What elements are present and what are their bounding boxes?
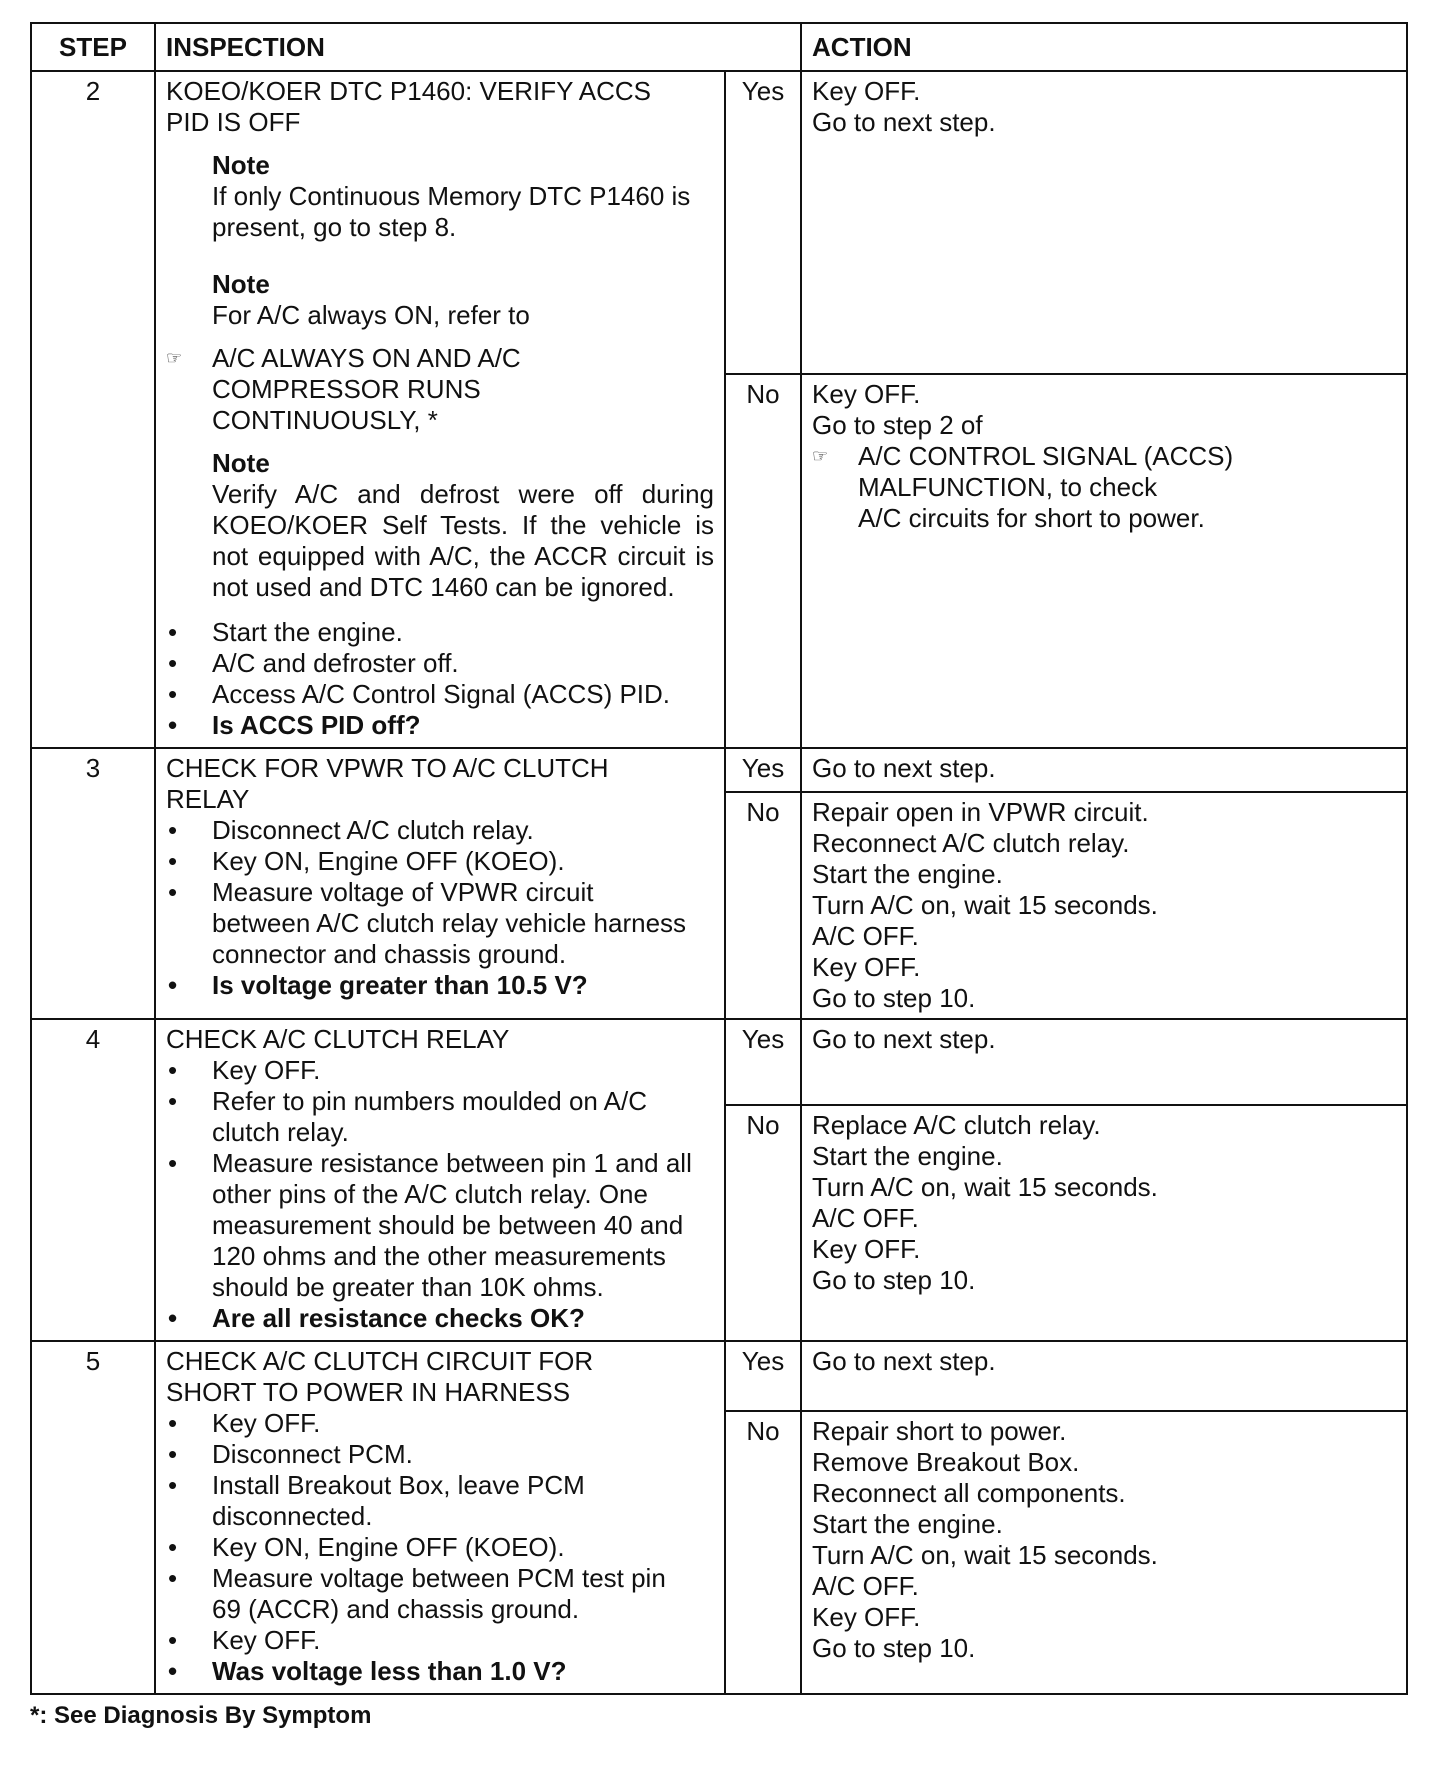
note-text: For A/C always ON, refer to (212, 300, 530, 330)
action-line: Repair short to power. (812, 1416, 1067, 1446)
action-line: Key OFF. (812, 952, 921, 982)
yes-action (801, 1341, 1407, 1411)
bullet-item: • Measure voltage of VPWR circuit between A/C clutch relay vehicle harness connector and chassis ground. (168, 877, 687, 969)
bullet-list (166, 617, 714, 741)
pointing-hand-icon: ☞ (812, 446, 829, 466)
action-line: Key OFF. (812, 76, 921, 106)
bullet-item: • Install Breakout Box, leave PCM disconnected. (168, 1470, 585, 1531)
bullet-item: • Key ON, Engine OFF (KOEO). (168, 846, 565, 876)
action-line: Start the engine. (812, 1141, 1003, 1171)
bullet-item: • A/C and defroster off. (168, 648, 459, 678)
yes-label: Yes (725, 71, 801, 374)
action-line: Reconnect all components. (812, 1478, 1126, 1508)
yes-label: Yes (725, 1019, 801, 1105)
action-line: A/C OFF. (812, 921, 919, 951)
step-5-inspection (155, 1341, 725, 1694)
note-title: Note (212, 448, 270, 478)
bullet-question: • Are all resistance checks OK? (168, 1303, 585, 1333)
yes-label: Yes (725, 1341, 801, 1411)
note-text: If only Continuous Memory DTC P1460 is (212, 181, 691, 211)
no-action (801, 1411, 1407, 1694)
bullet-list (166, 815, 714, 1001)
step-title: RELAY (166, 784, 250, 814)
bullet-item: • Disconnect PCM. (168, 1439, 413, 1469)
action-line: Start the engine. (812, 1509, 1003, 1539)
action-line: A/C OFF. (812, 1203, 919, 1233)
action-line: Reconnect A/C clutch relay. (812, 828, 1130, 858)
reference-text: COMPRESSOR RUNS (212, 374, 481, 404)
reference-text: A/C circuits for short to power. (858, 503, 1205, 533)
bullet-item: • Measure voltage between PCM test pin 69 (ACCR) and chassis ground. (168, 1563, 666, 1624)
action-line: A/C OFF. (812, 1571, 919, 1601)
diagnostic-document (30, 22, 1406, 1731)
no-action (801, 1105, 1407, 1341)
step-number: 3 (31, 748, 155, 1019)
no-action (801, 792, 1407, 1019)
step-3-inspection (155, 748, 725, 1019)
action-line: Repair open in VPWR circuit. (812, 797, 1149, 827)
no-label: No (725, 1105, 801, 1341)
action-line: Key OFF. (812, 1602, 921, 1632)
bullet-item: • Refer to pin numbers moulded on A/C clutch relay. (168, 1086, 648, 1147)
note-text: present, go to step 8. (212, 212, 457, 242)
action-line: Turn A/C on, wait 15 seconds. (812, 1172, 1158, 1202)
bullet-item: • Start the engine. (168, 617, 403, 647)
header-step: STEP (31, 23, 155, 71)
step-title: PID IS OFF (166, 107, 301, 137)
yes-label: Yes (725, 748, 801, 792)
reference-text: CONTINUOUSLY, * (212, 405, 438, 435)
action-line: Go to step 10. (812, 1633, 976, 1663)
action-line: Remove Breakout Box. (812, 1447, 1080, 1477)
footnote: *: See Diagnosis By Symptom (30, 1702, 372, 1729)
action-line: Go to next step. (812, 107, 996, 137)
step-number: 2 (31, 71, 155, 748)
pointing-hand-icon: ☞ (166, 348, 183, 368)
action-line: Go to next step. (812, 1346, 996, 1376)
step-4-yes-row (31, 1019, 1407, 1105)
bullet-item: • Key ON, Engine OFF (KOEO). (168, 1532, 565, 1562)
step-2-inspection (155, 71, 725, 748)
step-number: 4 (31, 1019, 155, 1341)
bullet-item: • Key OFF. (168, 1408, 321, 1438)
header-action: ACTION (801, 23, 1407, 71)
action-line: Key OFF. (812, 379, 921, 409)
reference-link[interactable] (166, 343, 714, 436)
note (212, 150, 714, 243)
action-line: Turn A/C on, wait 15 seconds. (812, 890, 1158, 920)
bullet-item: • Measure resistance between pin 1 and all other pins of the A/C clutch relay. One measurement should be between 40 and 120 ohms and the other measurements should be greater than 10K ohms. (168, 1148, 692, 1302)
note-title: Note (212, 150, 270, 180)
no-label: No (725, 792, 801, 1019)
action-line: Go to step 2 of (812, 410, 983, 440)
note-text: Verify A/C and defrost were off during KOEO/KOER Self Tests. If the vehicle is not equipped with A/C, the ACCR circuit is not used and DTC 1460 can be ignored. (212, 479, 714, 602)
note (212, 448, 714, 603)
note-title: Note (212, 269, 270, 299)
diagnostic-table (30, 22, 1408, 1695)
bullet-item: • Key OFF. (168, 1055, 321, 1085)
step-4-inspection (155, 1019, 725, 1341)
step-title: KOEO/KOER DTC P1460: VERIFY ACCS (166, 76, 652, 106)
step-number: 5 (31, 1341, 155, 1694)
step-3-yes-row (31, 748, 1407, 792)
bullet-question: • Is voltage greater than 10.5 V? (168, 970, 588, 1000)
bullet-item: • Key OFF. (168, 1625, 321, 1655)
action-line: Go to next step. (812, 1024, 996, 1054)
reference-text: A/C ALWAYS ON AND A/C (212, 343, 521, 373)
action-line: Start the engine. (812, 859, 1003, 889)
note (212, 269, 714, 331)
no-label: No (725, 374, 801, 748)
step-title: CHECK A/C CLUTCH CIRCUIT FOR (166, 1346, 594, 1376)
step-title: SHORT TO POWER IN HARNESS (166, 1377, 571, 1407)
step-title: CHECK A/C CLUTCH RELAY (166, 1024, 510, 1054)
bullet-question: • Was voltage less than 1.0 V? (168, 1656, 567, 1686)
action-line: Turn A/C on, wait 15 seconds. (812, 1540, 1158, 1570)
bullet-list (166, 1408, 714, 1687)
step-title: CHECK FOR VPWR TO A/C CLUTCH (166, 753, 609, 783)
action-line: Go to step 10. (812, 1265, 976, 1295)
bullet-list (166, 1055, 714, 1334)
no-action (801, 374, 1407, 748)
header-row (31, 23, 1407, 71)
bullet-item: • Access A/C Control Signal (ACCS) PID. (168, 679, 671, 709)
no-label: No (725, 1411, 801, 1694)
bullet-item: • Disconnect A/C clutch relay. (168, 815, 534, 845)
header-inspection: INSPECTION (155, 23, 801, 71)
yes-action (801, 71, 1407, 374)
yes-action (801, 1019, 1407, 1105)
step-2-yes-row (31, 71, 1407, 374)
bullet-question: • Is ACCS PID off? (168, 710, 421, 740)
action-line: Key OFF. (812, 1234, 921, 1264)
yes-action (801, 748, 1407, 792)
reference-text: A/C CONTROL SIGNAL (ACCS) (858, 441, 1234, 471)
step-5-yes-row (31, 1341, 1407, 1411)
action-line: Replace A/C clutch relay. (812, 1110, 1101, 1140)
action-line: Go to next step. (812, 753, 996, 783)
reference-text: MALFUNCTION, to check (858, 472, 1158, 502)
reference-link[interactable] (812, 441, 1396, 534)
action-line: Go to step 10. (812, 983, 976, 1013)
